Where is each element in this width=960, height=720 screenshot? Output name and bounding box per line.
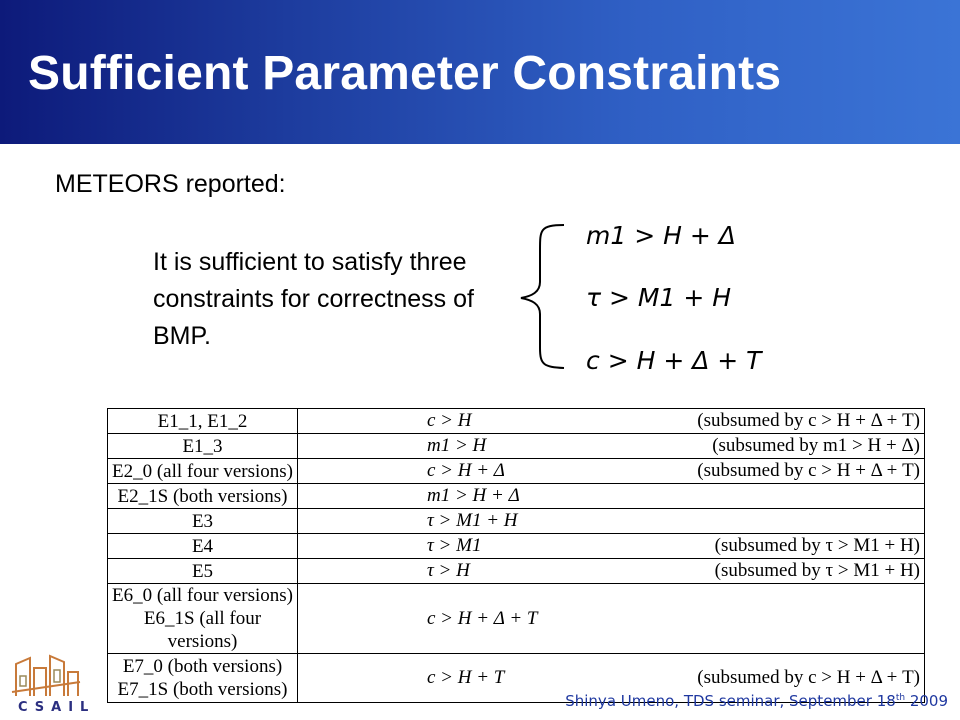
constraint-1: m1 > H + Δ	[586, 221, 736, 250]
constraint-expression: τ > M1 + H	[427, 510, 518, 531]
table-row	[108, 409, 925, 434]
event-cell: E7_0 (both versions) E7_1S (both versions)	[108, 654, 298, 703]
table-row	[108, 459, 925, 484]
subsumed-note: (subsumed by τ > M1 + H)	[714, 560, 920, 581]
constraints-table	[107, 408, 925, 703]
constraint-cell	[298, 434, 925, 459]
constraint-expression: τ > H	[427, 560, 470, 581]
event-cell: E2_0 (all four versions)	[108, 459, 298, 484]
constraint-cell	[298, 559, 925, 584]
event-cell: E4	[108, 534, 298, 559]
description-text: It is sufficient to satisfy three constraints for correctness of BMP.	[153, 248, 474, 350]
csail-logo-text: CSAIL	[18, 700, 96, 715]
table-row	[108, 559, 925, 584]
constraint-expression: τ > M1	[427, 535, 482, 556]
table-row	[108, 434, 925, 459]
constraint-cell	[298, 584, 925, 654]
constraint-expression: c > H + T	[427, 667, 505, 688]
constraint-cell	[298, 459, 925, 484]
subsumed-note: (subsumed by c > H + Δ + T)	[697, 667, 920, 688]
footer-credit: Shinya Umeno, TDS seminar, September 18th 2009	[565, 692, 948, 710]
constraint-expression: m1 > H + Δ	[427, 485, 520, 506]
table-row	[108, 509, 925, 534]
constraint-cell	[298, 534, 925, 559]
left-brace-icon	[518, 220, 568, 370]
constraint-expression: m1 > H	[427, 435, 487, 456]
subsumed-note: (subsumed by c > H + Δ + T)	[697, 410, 920, 431]
constraint-2: τ > M1 + H	[586, 283, 732, 312]
title-banner	[0, 0, 960, 144]
constraint-expression: c > H + Δ + T	[427, 607, 538, 629]
event-cell: E3	[108, 509, 298, 534]
table-row	[108, 534, 925, 559]
csail-building-logo	[10, 652, 82, 700]
constraint-cell	[298, 484, 925, 509]
event-cell: E5	[108, 559, 298, 584]
event-cell: E2_1S (both versions)	[108, 484, 298, 509]
constraint-3: c > H + Δ + T	[586, 346, 762, 375]
table-row	[108, 484, 925, 509]
slide-title: Sufficient Parameter Constraints	[28, 47, 782, 100]
subsumed-note: (subsumed by c > H + Δ + T)	[697, 460, 920, 481]
event-cell: E1_3	[108, 434, 298, 459]
subsumed-note: (subsumed by m1 > H + Δ)	[712, 435, 920, 456]
event-cell: E1_1, E1_2	[108, 409, 298, 434]
constraint-cell	[298, 409, 925, 434]
table-row	[108, 584, 925, 654]
constraint-expression: c > H + Δ	[427, 460, 505, 481]
constraint-cell	[298, 509, 925, 534]
constraint-expression: c > H	[427, 410, 472, 431]
event-cell: E6_0 (all four versions) E6_1S (all four versions)	[108, 584, 298, 654]
subsumed-note: (subsumed by τ > M1 + H)	[714, 535, 920, 556]
slide-subtitle: METEORS reported:	[55, 170, 286, 198]
